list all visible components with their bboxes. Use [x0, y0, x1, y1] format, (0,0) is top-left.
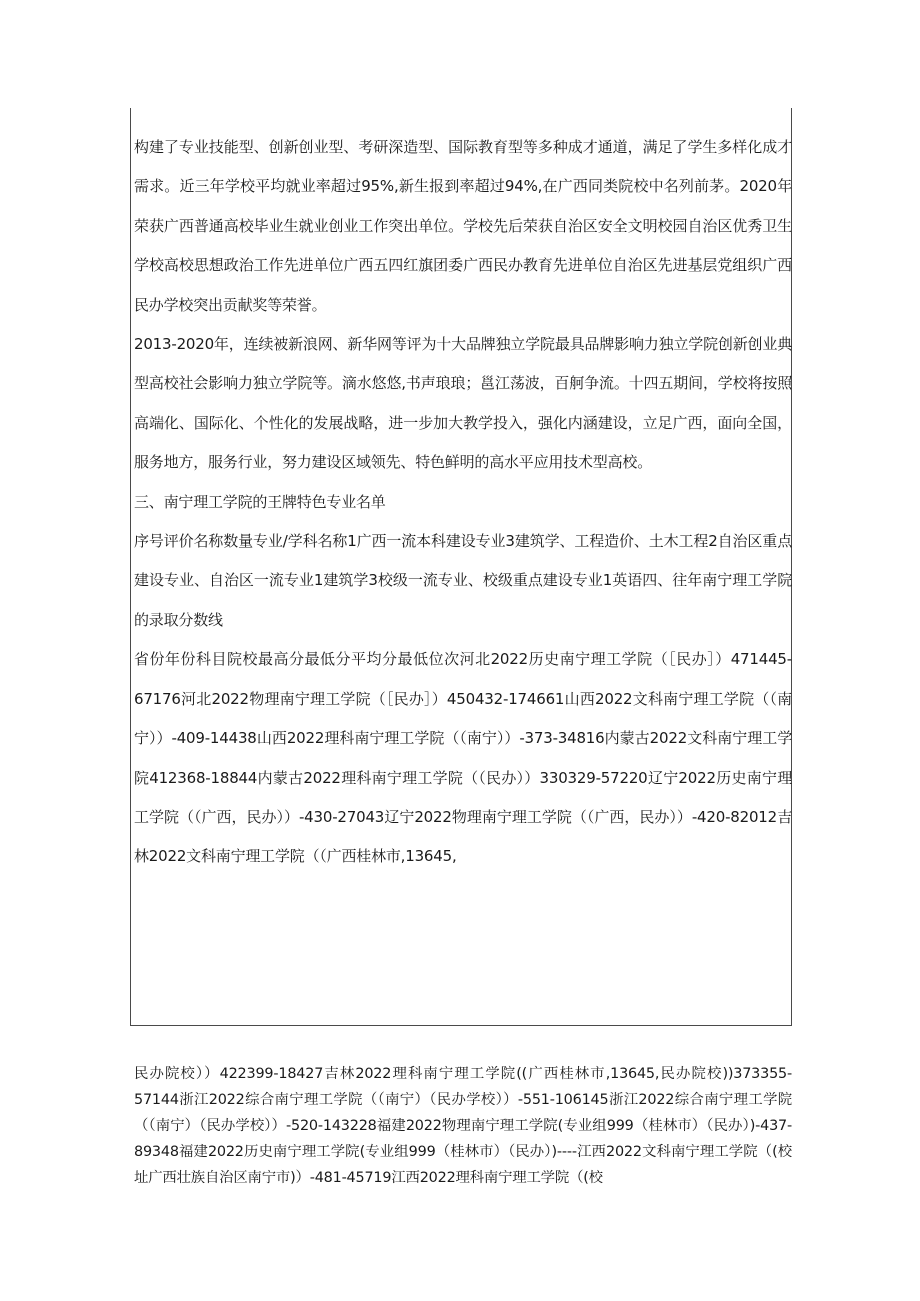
paragraph-admission-scores-continued: 民办院校））422399-18427吉林2022理科南宁理工学院((广西桂林市,13645,民办院校))373355-57144浙江2022综合南宁理工学院（（南宁）（民办学校））-551-106145浙江2022综合南宁理工学院（（南宁）（民办学校））-520-143228福建2022物理南宁理工学院(专业组999（桂林市）（民办）)-437-89348福建2022历史南宁理工学院(专业组999（桂林市）（民办）)----江西2022文科南宁理工学院（(校址广西壮族自治区南宁市)）-481-45719江西2022理科南宁理工学院（(校: [134, 1066, 792, 1186]
paragraph-brand-strategy: 2013-2020年，连续被新浪网、新华网等评为十大品牌独立学院最具品牌影响力独立学院创新创业典型高校社会影响力独立学院等。滴水悠悠,书声琅琅；邕江荡波，百舸争流。十四五期间，学校将按照高端化、国际化、个性化的发展战略，进一步加大教学投入，强化内涵建设，立足广西，面向全国，服务地方，服务行业，努力建设区域领先、特色鲜明的高水平应用技术型高校。: [134, 335, 792, 472]
paragraph-admission-scores: 省份年份科目院校最高分最低分平均分最低位次河北2022历史南宁理工学院（［民办］）471445-67176河北2022物理南宁理工学院（［民办］）450432-174661山西2022文科南宁理工学院（（南宁））-409-14438山西2022理科南宁理工学院（（南宁））-373-34816内蒙古2022文科南宁理工学院412368-18844内蒙古2022理科南宁理工学院（（民办））330329-57220辽宁2022历史南宁理工学院（（广西，民办））-430-27043辽宁2022物理南宁理工学院（（广西，民办））-420-82012吉林2022文科南宁理工学院（（广西桂林市,13645,: [134, 650, 792, 866]
paragraph-majors-list: 序号评价名称数量专业/学科名称1广西一流本科建设专业3建筑学、工程造价、土木工程2自治区重点建设专业、自治区一流专业1建筑学3校级一流专业、校级重点建设专业1英语四、往年南宁理工学院的录取分数线: [134, 532, 792, 629]
section-heading-majors: 三、南宁理工学院的王牌特色专业名单: [134, 492, 386, 511]
paragraph-employment-honors: 构建了专业技能型、创新创业型、考研深造型、国际教育型等多种成才通道，满足了学生多样化成才需求。近三年学校平均就业率超过95%,新生报到率超过94%,在广西同类院校中名列前茅。2020年荣获广西普通高校毕业生就业创业工作突出单位。学校先后荣获自治区安全文明校园自治区优秀卫生学校高校思想政治工作先进单位广西五四红旗团委广西民办教育先进单位自治区先进基层党组织广西民办学校突出贡献奖等荣誉。: [134, 138, 792, 314]
framed-text-block: [134, 128, 792, 877]
